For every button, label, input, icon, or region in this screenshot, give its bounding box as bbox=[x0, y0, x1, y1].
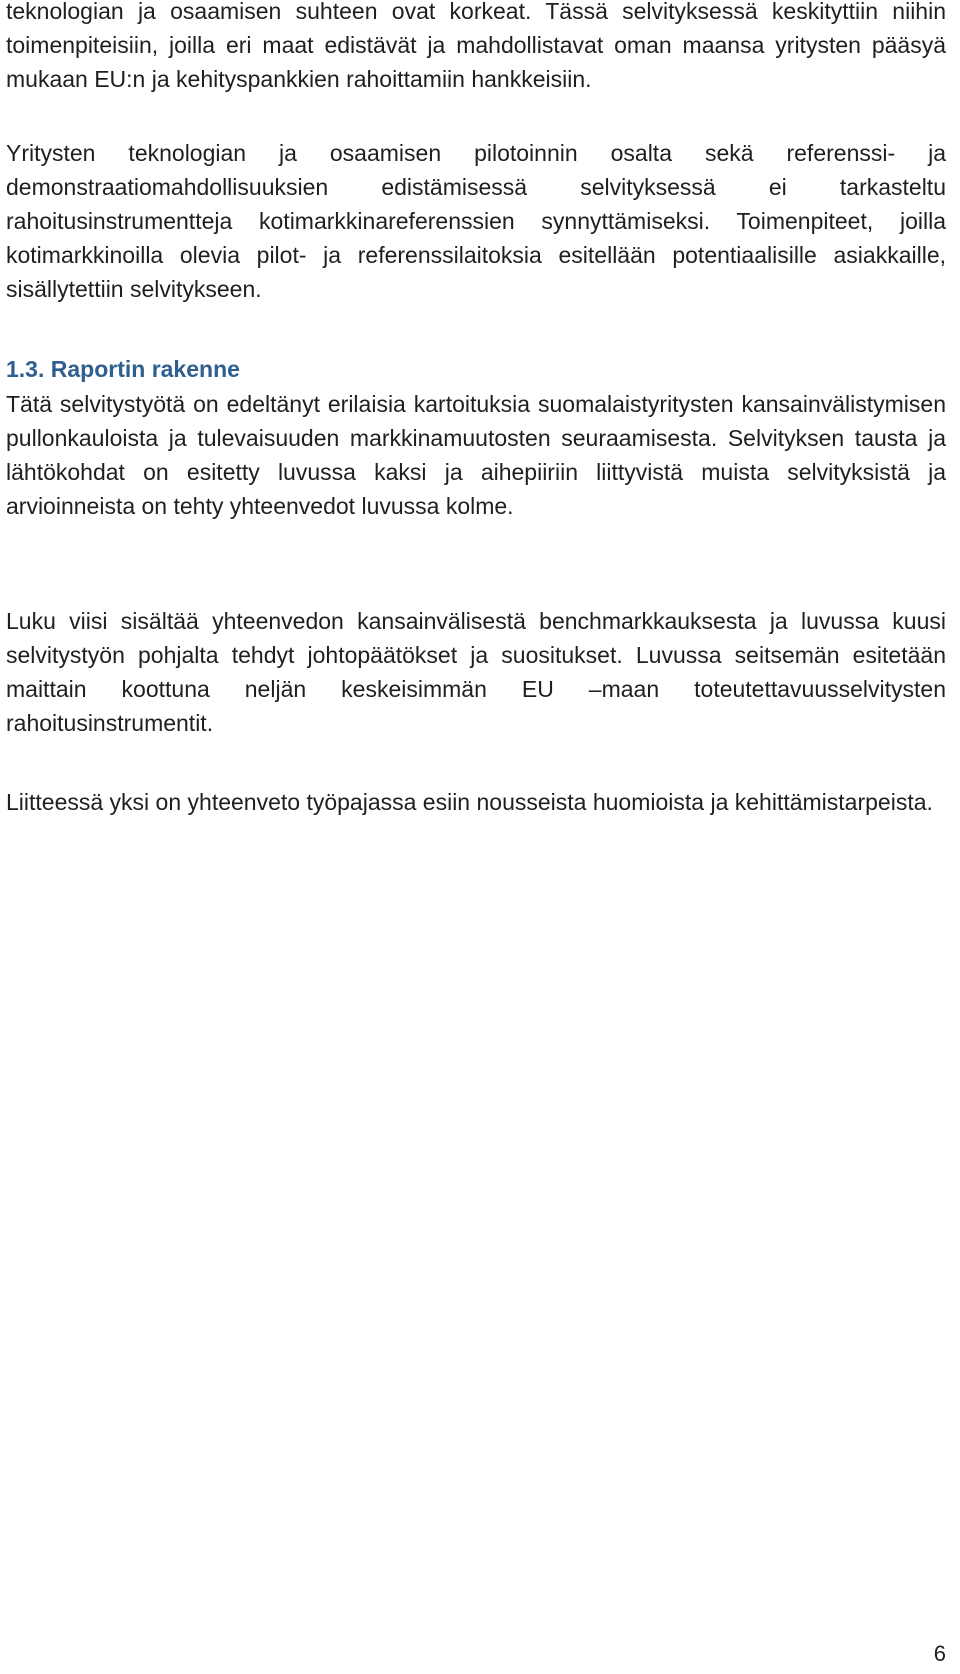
paragraph-background: Tätä selvitystyötä on edeltänyt erilaisia kartoituksia suomalaistyritysten kansainvälistymisen pullonkauloista ja tulevaisuuden markkinamuutosten seuraamisesta. Selvityksen tausta ja lähtökohdat on esitetty luvussa kaksi ja aihepiiriin liittyvistä muista selvityksistä ja arvioinneista on tehty yhteenvedot luvussa kolme. bbox=[6, 391, 946, 519]
section-heading: 1.3. Raportin rakenne bbox=[6, 356, 240, 382]
paragraph-intro-continued: teknologian ja osaamisen suhteen ovat korkeat. Tässä selvityksessä keskityttiin niihin toimenpiteisiin, joilla eri maat edistävät ja mahdollistavat oman maansa yritysten pääsyä mukaan EU:n ja kehityspankkien rahoittamiin hankkeisiin. bbox=[6, 0, 946, 92]
paragraph-appendix: Liitteessä yksi on yhteenveto työpajassa esiin nousseista huomioista ja kehittämistarpeista. bbox=[6, 789, 933, 815]
paragraph-chapters: Luku viisi sisältää yhteenvedon kansainvälisestä benchmarkkauksesta ja luvussa kuusi selvitystyön pohjalta tehdyt johtopäätökset ja suositukset. Luvussa seitsemän esitetään maittain koottuna neljän keskeisimmän EU –maan toteutettavuusselvitysten rahoitusinstrumentit. bbox=[6, 608, 946, 736]
paragraph-scope: Yritysten teknologian ja osaamisen pilotoinnin osalta sekä referenssi- ja demonstraatiomahdollisuuksien edistämisessä selvityksessä ei tarkasteltu rahoitusinstrumentteja kotimarkkinareferenssien synnyttämiseksi. Toimenpiteet, joilla kotimarkkinoilla olevia pilot- ja referenssilaitoksia esitellään potentiaalisille asiakkaille, sisällytettiin selvitykseen. bbox=[6, 140, 946, 302]
page-number: 6 bbox=[933, 1641, 946, 1666]
